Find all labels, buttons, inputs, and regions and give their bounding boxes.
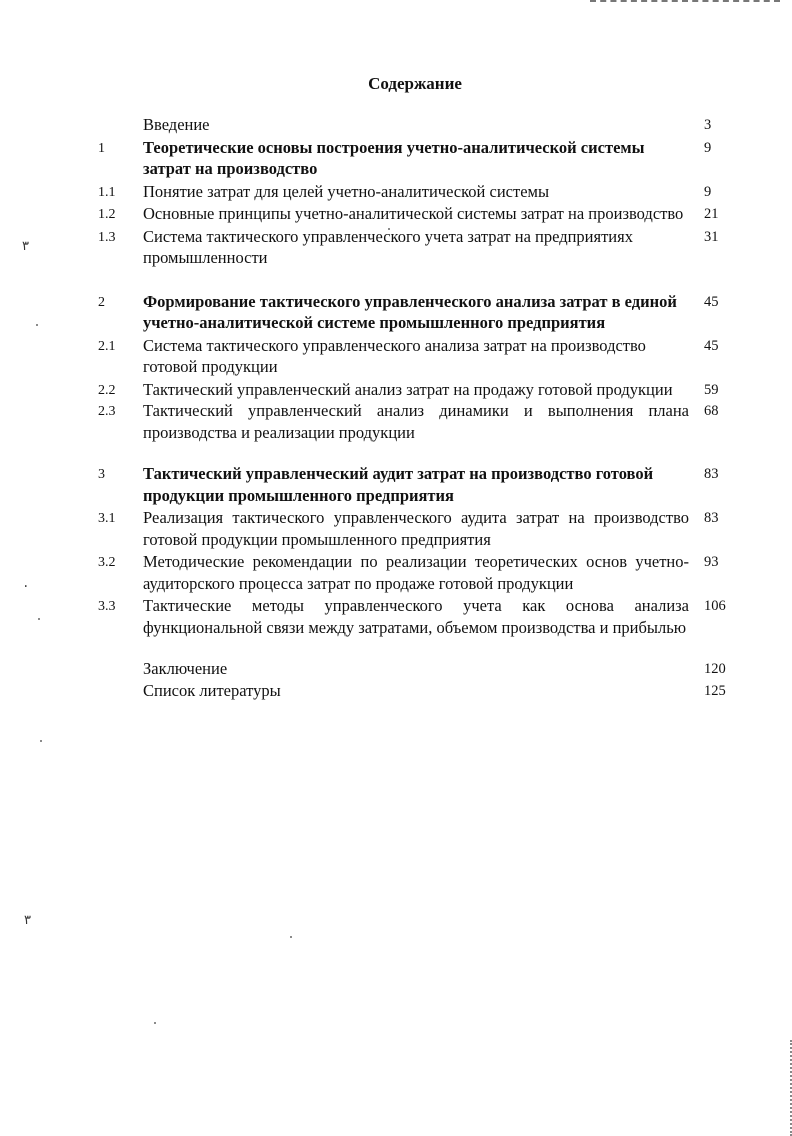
toc-entry-number: 2.1	[98, 338, 116, 354]
toc-entry-number: 1.3	[98, 229, 116, 245]
toc-entry-number: 2.3	[98, 404, 116, 419]
speck	[154, 1022, 156, 1024]
table-of-contents	[0, 114, 792, 701]
toc-entry	[0, 203, 792, 225]
toc-entry-page: 59	[704, 381, 719, 398]
toc-entry	[0, 595, 792, 638]
scan-edge-artifact	[786, 1040, 792, 1136]
toc-entry-text: Тактический управленческий анализ динамики и выполнения плана производства и реализации продукции	[143, 401, 689, 442]
toc-entry-number: 3.2	[98, 555, 116, 570]
margin-mark: ٠	[22, 579, 30, 594]
toc-entry-page: 31	[704, 228, 719, 245]
toc-entry-text: Система тактического управленческого учета затрат на предприятиях промышленности	[143, 226, 633, 267]
toc-entry	[0, 137, 792, 180]
toc-entry-page: 120	[704, 661, 726, 677]
toc-entry-number: 2.2	[98, 382, 116, 398]
toc-entry-number: 3.1	[98, 511, 116, 526]
toc-entry-text: Введение	[143, 115, 210, 134]
toc-entry-number: 1	[98, 140, 105, 156]
toc-entry-page: 68	[704, 403, 719, 419]
toc-entry-number: 1.1	[98, 184, 116, 200]
toc-entry-page: 21	[704, 206, 719, 222]
toc-entry-text: Основные принципы учетно-аналитической системы затрат на производство	[143, 204, 684, 223]
toc-entry-page: 9	[704, 183, 712, 200]
toc-entry-text: Формирование тактического управленческого анализа затрат в единой учетно-аналитической системе промышленного предприятия	[143, 291, 677, 332]
toc-entry-page: 83	[704, 510, 719, 526]
toc-entry	[0, 658, 792, 680]
toc-entry-number: 2	[98, 294, 105, 310]
toc-entry	[0, 680, 792, 702]
toc-entry	[0, 226, 792, 269]
page-title: Содержание	[368, 74, 462, 93]
toc-entry-page: 9	[704, 139, 712, 156]
toc-entry-text: Понятие затрат для целей учетно-аналитической системы	[143, 181, 550, 201]
toc-entry	[0, 114, 792, 136]
toc-entry-text: Заключение	[143, 659, 228, 678]
speck	[290, 936, 292, 938]
toc-entry-text: Реализация тактического управленческого аудита затрат на производство готовой продукции промышленного предприятия	[143, 508, 689, 549]
toc-entry-text: Тактический управленческий аудит затрат на производство готовой продукции промышленного предприятия	[143, 464, 654, 505]
toc-entry	[0, 335, 792, 378]
toc-entry	[0, 291, 792, 334]
toc-entry-number: 1.2	[98, 207, 116, 222]
toc-entry-text: Тактический управленческий анализ затрат на продажу готовой продукции	[143, 379, 673, 399]
toc-entry-page: 3	[704, 117, 712, 133]
toc-entry-number: 3.3	[98, 599, 116, 614]
margin-mark: ۳	[22, 238, 29, 253]
toc-entry-text: Теоретические основы построения учетно-аналитической системы затрат на производство	[143, 137, 645, 178]
toc-entry-text: Тактические методы управленческого учета как основа анализа функциональной связи между затратами, объемом производства и прибылью	[143, 596, 689, 637]
margin-mark: ۳	[24, 912, 31, 927]
toc-entry-page: 125	[704, 682, 726, 699]
toc-entry-number: 3	[98, 467, 105, 482]
toc-entry	[0, 463, 792, 506]
toc-entry	[0, 181, 792, 203]
toc-entry	[0, 551, 792, 594]
toc-entry-page: 106	[704, 598, 726, 614]
toc-entry-text: Система тактического управленческого анализа затрат на производство готовой продукции	[143, 335, 646, 376]
toc-entry-page: 45	[704, 337, 719, 354]
toc-entry-page: 45	[704, 293, 719, 310]
toc-entry-page: 83	[704, 466, 719, 482]
toc-entry-page: 93	[704, 554, 719, 570]
toc-entry	[0, 379, 792, 401]
toc-entry-text: Список литературы	[143, 680, 281, 700]
toc-entry	[0, 507, 792, 550]
speck	[40, 740, 42, 742]
toc-entry-text: Методические рекомендации по реализации теоретических основ учетно-аудиторского процесса затрат по продаже готовой продукции	[143, 552, 689, 593]
scan-edge-artifact	[590, 0, 780, 6]
toc-entry	[0, 400, 792, 443]
